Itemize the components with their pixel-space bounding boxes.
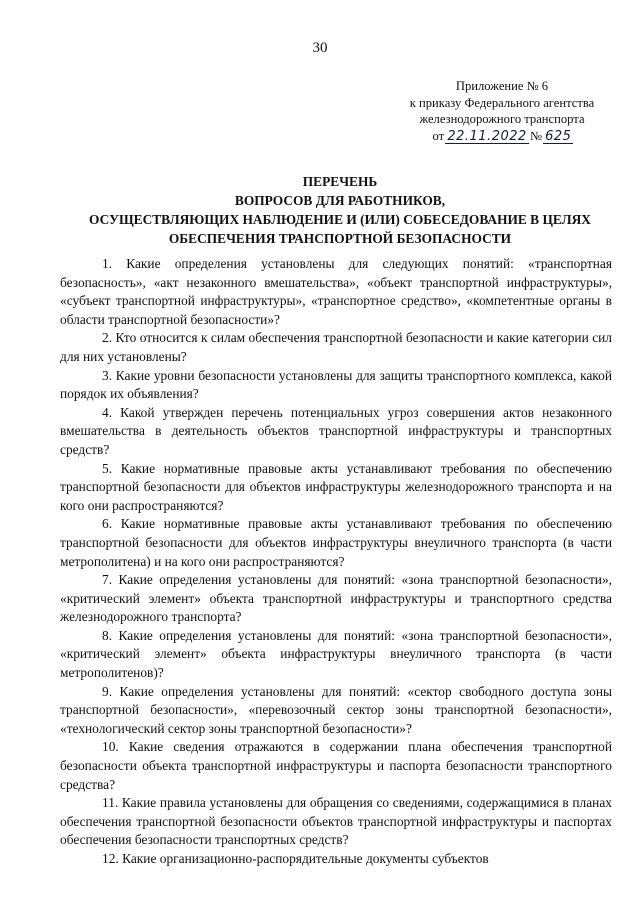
handwritten-date: 22.11.2022: [447, 128, 527, 144]
title-line-4: ОБЕСПЕЧЕНИЯ ТРАНСПОРТНОЙ БЕЗОПАСНОСТИ: [168, 231, 512, 246]
question-5: 5. Какие нормативные правовые акты устанавливают требования по обеспечению транспортной безопасности для объектов инфраструктуры железнодорожного транспорта и на кого они распространяются?: [60, 460, 612, 513]
question-10: 10. Какие сведения отражаются в содержании плана обеспечения транспортной безопасности объекта транспортной инфраструктуры и паспорта безопасности транспортного средства?: [60, 739, 612, 792]
question-11: 11. Какие правила установлены для обращения со сведениями, содержащимися в планах обеспечения транспортной безопасности объектов транспортной инфраструктуры и паспортах обеспечения безопасности транспортных средств?: [60, 795, 612, 848]
document-title: [40, 172, 640, 248]
date-prefix: от: [432, 128, 445, 143]
appendix-header: [384, 78, 620, 145]
page-number: 30: [312, 40, 328, 56]
question-1: 1. Какие определения установлены для следующих понятий: «транспортная безопасность», «акт незаконного вмешательства», «объект транспортной инфраструктуры», «субъект транспортной инфраструктуры», «транспортное средство», «компетентные органы в области транспортной безопасности»?: [60, 256, 612, 327]
title-line-3: ОСУЩЕСТВЛЯЮЩИХ НАБЛЮДЕНИЕ И (ИЛИ) СОБЕСЕДОВАНИЕ В ЦЕЛЯХ: [89, 212, 591, 227]
appendix-date-line: [384, 128, 620, 146]
question-2: 2. Кто относится к силам обеспечения транспортной безопасности и какие категории сил для них установлены?: [60, 330, 612, 364]
title-line-2: ВОПРОСОВ ДЛЯ РАБОТНИКОВ,: [234, 193, 446, 208]
appendix-title: Приложение № 6: [455, 79, 549, 93]
appendix-agency: железнодорожного транспорта: [419, 112, 585, 126]
number-prefix: №: [529, 128, 542, 143]
question-6: 6. Какие нормативные правовые акты устанавливают требования по обеспечению транспортной безопасности для объектов инфраструктуры внеуличного транспорта (в части метрополитена) и на кого они распространяются?: [60, 516, 612, 569]
question-12: 12. Какие организационно-распорядительные документы субъектов: [102, 851, 489, 866]
question-4: 4. Какой утвержден перечень потенциальных угроз совершения актов незаконного вмешательства в деятельность объектов транспортной инфраструктуры и транспортных средств?: [60, 404, 612, 457]
question-8: 8. Какие определения установлены для понятий: «зона транспортной безопасности», «критический элемент» объекта инфраструктуры внеуличного транспорта (в части метрополитенов)?: [60, 627, 612, 681]
title-line-1: ПЕРЕЧЕНЬ: [302, 174, 378, 189]
handwritten-number: 625: [545, 128, 572, 144]
question-3: 3. Какие уровни безопасности установлены для защиты транспортного комплекса, какой порядок их объявления?: [60, 367, 612, 402]
questions-list: [60, 255, 612, 869]
appendix-order-ref: к приказу Федерального агентства: [409, 95, 595, 110]
question-7: 7. Какие определения установлены для понятий: «зона транспортной безопасности», «критический элемент» объекта транспортной инфраструктуры и транспортного средства железнодорожного транспорта?: [60, 572, 612, 625]
question-9: 9. Какие определения установлены для понятий: «сектор свободного доступа зоны транспортной безопасности», «перевозочный сектор зоны транспортной безопасности», «технологический сектор зоны транспортной безопасности»?: [60, 683, 612, 736]
